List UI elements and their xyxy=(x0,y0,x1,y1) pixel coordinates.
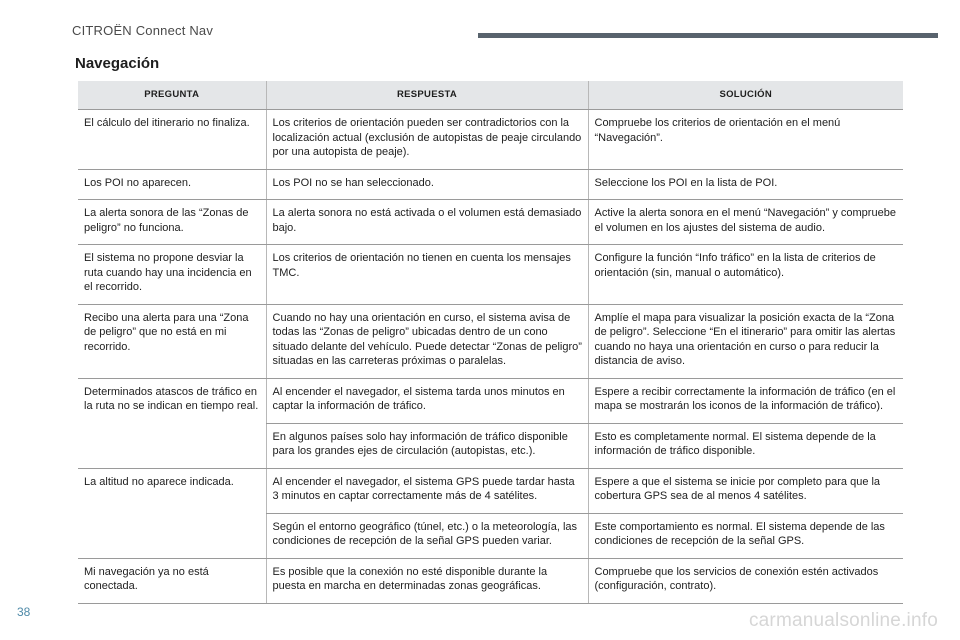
question-cell: Mi navegación ya no está conectada. xyxy=(78,558,266,603)
solution-cell: Compruebe los criterios de orientación en el menú “Navegación”. xyxy=(588,110,903,170)
page-number: 38 xyxy=(17,605,31,619)
solution-cell: Espere a que el sistema se inicie por completo para que la cobertura GPS sea de al menos 4 satélites. xyxy=(588,468,903,513)
question-cell: El cálculo del itinerario no finaliza. xyxy=(78,110,266,170)
solution-cell: Seleccione los POI en la lista de POI. xyxy=(588,169,903,200)
table-row xyxy=(78,304,903,378)
answer-cell: Cuando no hay una orientación en curso, el sistema avisa de todas las “Zonas de peligro” ubicadas dentro de un cono situado delante del vehículo. Puede detectar “Zonas de peligro” situadas en las carreteras próximas o paralelas. xyxy=(266,304,588,378)
answer-cell: Según el entorno geográfico (túnel, etc.) o la meteorología, las condiciones de recepción de la señal GPS pueden variar. xyxy=(266,513,588,558)
troubleshooting-table xyxy=(78,81,903,604)
question-cell: El sistema no propone desviar la ruta cuando hay una incidencia en el recorrido. xyxy=(78,245,266,305)
solution-cell: Compruebe que los servicios de conexión estén activados (configuración, contrato). xyxy=(588,558,903,603)
table-row xyxy=(78,110,903,170)
answer-cell: Es posible que la conexión no esté disponible durante la puesta en marcha en determinadas zonas geográficas. xyxy=(266,558,588,603)
solution-cell: Active la alerta sonora en el menú “Navegación” y compruebe el volumen en los ajustes del sistema de audio. xyxy=(588,200,903,245)
answer-cell: La alerta sonora no está activada o el volumen está demasiado bajo. xyxy=(266,200,588,245)
column-header-solution: SOLUCIÓN xyxy=(588,81,903,110)
table-row xyxy=(78,200,903,245)
answer-cell: Al encender el navegador, el sistema GPS puede tardar hasta 3 minutos en captar correctamente más de 4 satélites. xyxy=(266,468,588,513)
column-header-question: PREGUNTA xyxy=(78,81,266,110)
watermark: carmanualsonline.info xyxy=(748,610,938,631)
table-row xyxy=(78,245,903,305)
table-header-row xyxy=(78,81,903,110)
solution-cell: Este comportamiento es normal. El sistema depende de las condiciones de recepción de la señal GPS. xyxy=(588,513,903,558)
solution-cell: Espere a recibir correctamente la información de tráfico (en el mapa se mostrarán los iconos de la información de tráfico). xyxy=(588,378,903,423)
question-cell: Recibo una alerta para una “Zona de peligro” que no está en mi recorrido. xyxy=(78,304,266,378)
table-row xyxy=(78,468,903,513)
solution-cell: Esto es completamente normal. El sistema depende de la información de tráfico disponible. xyxy=(588,423,903,468)
answer-cell: Los criterios de orientación pueden ser contradictorios con la localización actual (exclusión de autopistas de peaje circulando por una autopista de peaje). xyxy=(266,110,588,170)
section-title: Navegación xyxy=(75,55,160,72)
solution-cell: Amplíe el mapa para visualizar la posición exacta de la “Zona de peligro”. Seleccione “En el itinerario” para omitir las alertas cuando no haya una orientación en curso o para reducir la distancia de aviso. xyxy=(588,304,903,378)
column-header-answer: RESPUESTA xyxy=(266,81,588,110)
question-cell: La alerta sonora de las “Zonas de peligro” no funciona. xyxy=(78,200,266,245)
answer-cell: En algunos países solo hay información de tráfico disponible para los grandes ejes de circulación (autopistas, etc.). xyxy=(266,423,588,468)
table-row xyxy=(78,169,903,200)
answer-cell: Al encender el navegador, el sistema tarda unos minutos en captar la información de tráfico. xyxy=(266,378,588,423)
question-cell: Los POI no aparecen. xyxy=(78,169,266,200)
answer-cell: Los POI no se han seleccionado. xyxy=(266,169,588,200)
header-rule xyxy=(478,33,938,38)
answer-cell: Los criterios de orientación no tienen en cuenta los mensajes TMC. xyxy=(266,245,588,305)
question-cell: Determinados atascos de tráfico en la ruta no se indican en tiempo real. xyxy=(78,378,266,468)
question-cell: La altitud no aparece indicada. xyxy=(78,468,266,558)
solution-cell: Configure la función “Info tráfico” en la lista de criterios de orientación (sin, manual o automático). xyxy=(588,245,903,305)
table-row xyxy=(78,558,903,603)
table-row xyxy=(78,378,903,423)
running-header: CITROËN Connect Nav xyxy=(72,23,214,38)
